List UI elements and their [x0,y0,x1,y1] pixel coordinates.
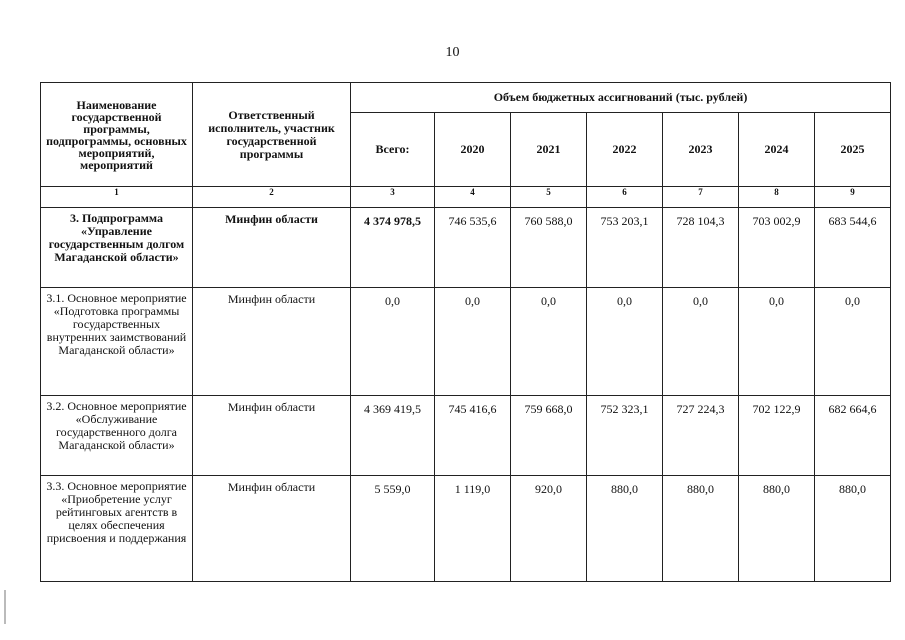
row-value-2021: 759 668,0 [511,396,587,476]
column-number: 6 [587,187,663,208]
column-number: 2 [193,187,351,208]
row-value-2021: 920,0 [511,476,587,582]
table-row [41,288,891,396]
header-row-1 [41,83,891,113]
header-budget: Объем бюджетных ассигнований (тыс. рублей) [351,83,891,113]
row-name: 3.2. Основное мероприятие «Обслуживание государственного долга Магаданской области» [41,396,193,476]
header-executor: Ответственный исполнитель, участник государственной программы [193,83,351,187]
row-value-2023: 0,0 [663,288,739,396]
row-value-2025: 880,0 [815,476,891,582]
row-value-2020: 745 416,6 [435,396,511,476]
row-name: 3.1. Основное мероприятие «Подготовка программы государственных внутренних заимствований Магаданской области» [41,288,193,396]
table-row [41,476,891,582]
row-value-2025: 0,0 [815,288,891,396]
page-number: 10 [445,45,460,60]
column-number: 5 [511,187,587,208]
header-year-2022: 2022 [587,113,663,187]
row-value-2025: 683 544,6 [815,208,891,288]
row-value-2020: 1 119,0 [435,476,511,582]
column-number-row [41,187,891,208]
row-value-2024: 0,0 [739,288,815,396]
row-value-2022: 752 323,1 [587,396,663,476]
row-total: 0,0 [351,288,435,396]
column-number: 8 [739,187,815,208]
row-value-2023: 880,0 [663,476,739,582]
header-year-2023: 2023 [663,113,739,187]
row-value-2024: 702 122,9 [739,396,815,476]
row-value-2021: 760 588,0 [511,208,587,288]
row-value-2024: 703 002,9 [739,208,815,288]
row-executor: Минфин области [193,396,351,476]
row-name: 3.3. Основное мероприятие «Приобретение услуг рейтинговых агентств в целях обеспечения присвоения и поддержания [41,476,193,582]
row-name: 3. Подпрограмма «Управление государственным долгом Магаданской области» [41,208,193,288]
row-executor: Минфин области [193,208,351,288]
row-value-2023: 728 104,3 [663,208,739,288]
row-value-2022: 880,0 [587,476,663,582]
row-value-2022: 0,0 [587,288,663,396]
row-value-2021: 0,0 [511,288,587,396]
row-executor: Минфин области [193,476,351,582]
header-year-2025: 2025 [815,113,891,187]
header-total: Всего: [351,113,435,187]
header-year-2024: 2024 [739,113,815,187]
row-total: 5 559,0 [351,476,435,582]
row-value-2020: 746 535,6 [435,208,511,288]
column-number: 9 [815,187,891,208]
column-number: 3 [351,187,435,208]
row-value-2024: 880,0 [739,476,815,582]
row-value-2022: 753 203,1 [587,208,663,288]
header-name: Наименование государственной программы, подпрограммы, основных мероприятий, мероприятий [41,83,193,187]
row-value-2025: 682 664,6 [815,396,891,476]
row-value-2020: 0,0 [435,288,511,396]
table-row [41,208,891,288]
row-total: 4 374 978,5 [351,208,435,288]
row-value-2023: 727 224,3 [663,396,739,476]
column-number: 4 [435,187,511,208]
row-total: 4 369 419,5 [351,396,435,476]
column-number: 7 [663,187,739,208]
column-number: 1 [41,187,193,208]
scan-margin-mark [4,590,6,624]
budget-table [40,82,891,582]
header-year-2020: 2020 [435,113,511,187]
table-row [41,396,891,476]
row-executor: Минфин области [193,288,351,396]
header-year-2021: 2021 [511,113,587,187]
